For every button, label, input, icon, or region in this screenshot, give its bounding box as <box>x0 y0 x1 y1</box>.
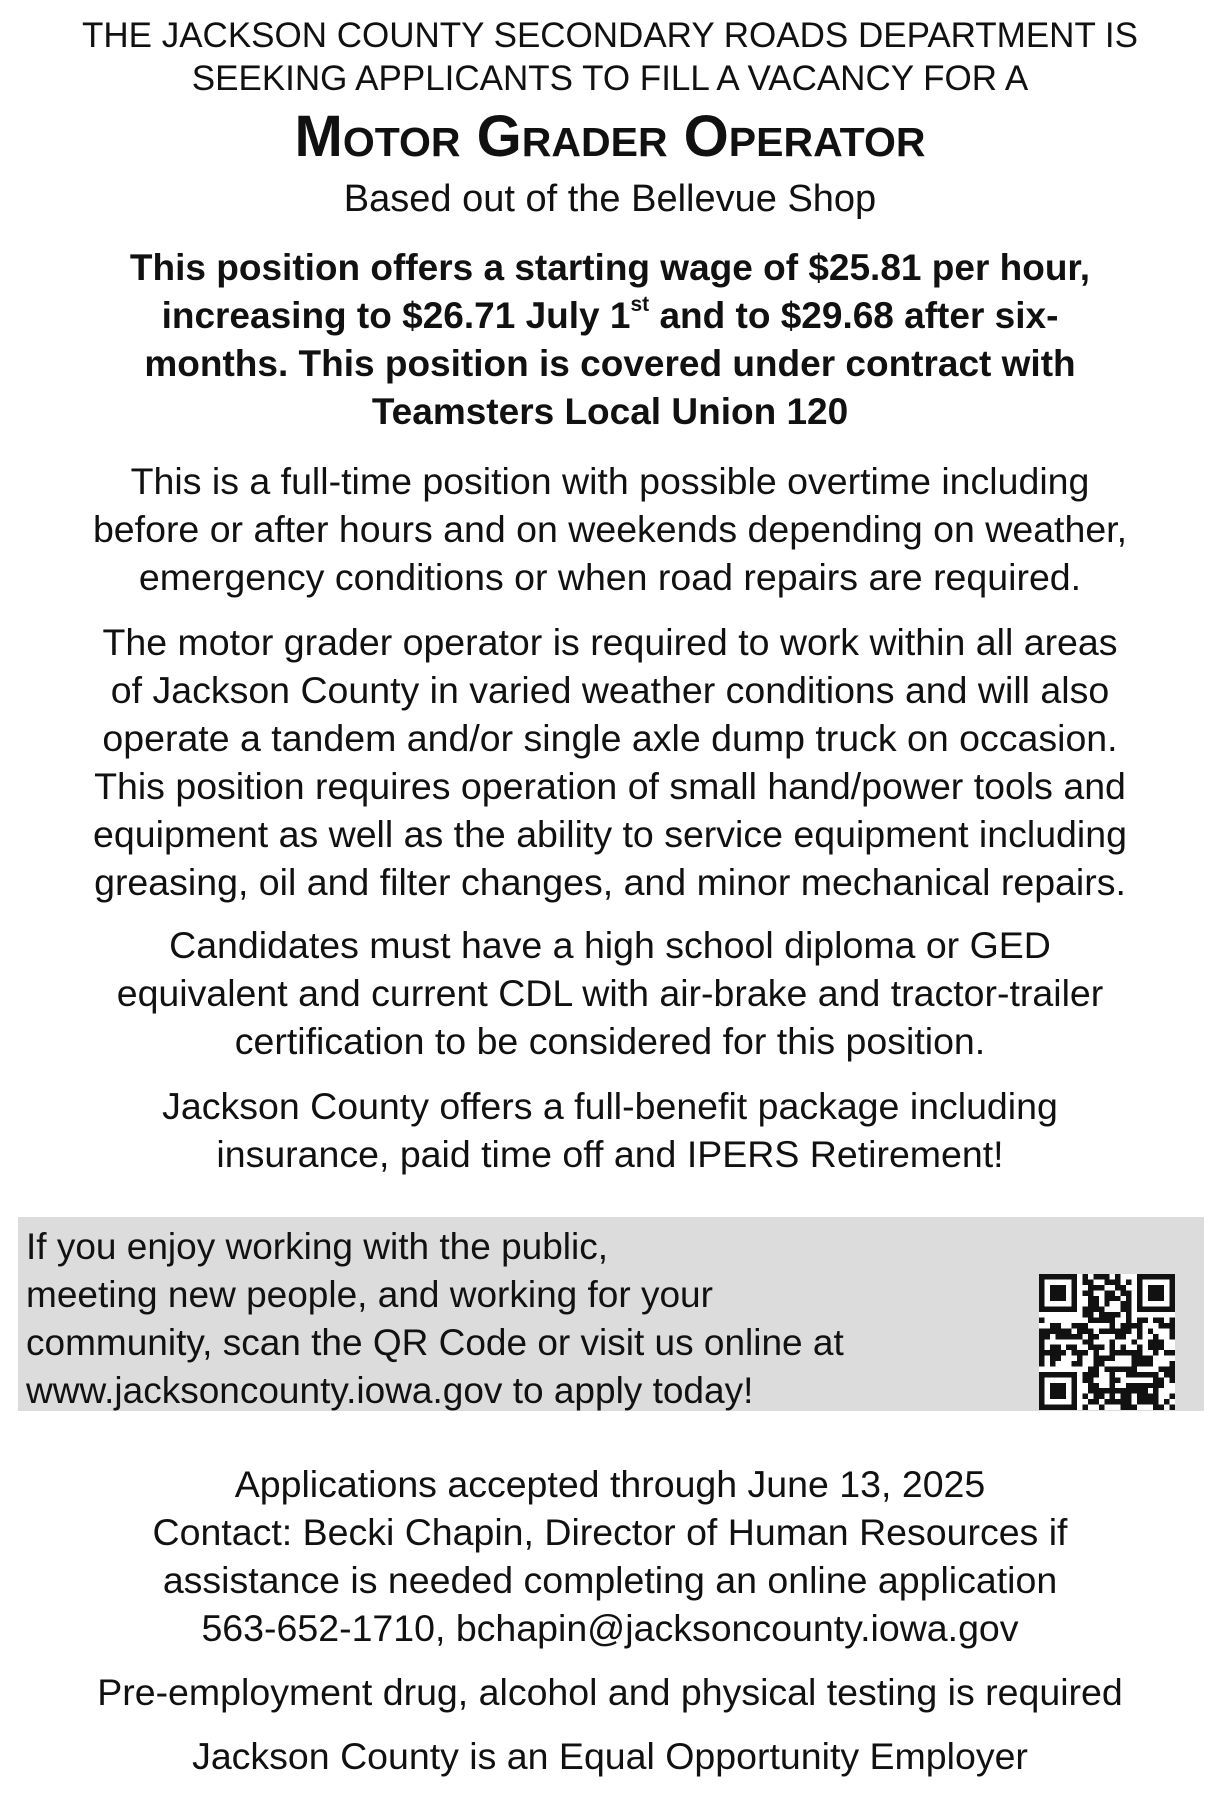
header-line-2: SEEKING APPLICANTS TO FILL A VACANCY FOR A <box>191 59 1029 98</box>
qr-code-graphic <box>1039 1274 1175 1410</box>
requirements-paragraph <box>24 921 1196 1065</box>
apply-callout-text <box>26 1223 986 1415</box>
wage-line-3: months. This position is covered under contract with <box>144 343 1076 384</box>
duties-line: operate a tandem and/or single axle dump truck on occasion. <box>102 717 1118 759</box>
contact-info <box>20 1460 1200 1652</box>
duties-line: of Jackson County in varied weather conditions and will also <box>110 669 1110 711</box>
benefits-paragraph <box>24 1082 1196 1178</box>
overtime-line: emergency conditions or when road repairs are required. <box>138 556 1082 598</box>
job-title: Motor Grader Operator <box>294 104 926 169</box>
qr-code-icon[interactable] <box>1039 1274 1175 1410</box>
header-line-1: THE JACKSON COUNTY SECONDARY ROADS DEPARTMENT IS <box>81 16 1139 55</box>
contact-line: Contact: Becki Chapin, Director of Human Resources if <box>152 1511 1068 1553</box>
header <box>0 14 1220 100</box>
duties-line: The motor grader operator is required to work within all areas <box>102 621 1118 663</box>
benefits-line: Jackson County offers a full-benefit package including <box>162 1085 1058 1127</box>
duties-line: equipment as well as the ability to service equipment including <box>93 813 1127 855</box>
contact-line: assistance is needed completing an online application <box>162 1559 1058 1601</box>
contact-phone-email: 563-652-1710, bchapin@jacksoncounty.iowa.gov <box>201 1607 1019 1649</box>
benefits-line: insurance, paid time off and IPERS Retirement! <box>216 1133 1004 1175</box>
duties-line: This position requires operation of small hand/power tools and <box>94 765 1126 807</box>
callout-line: community, scan the QR Code or visit us online at <box>26 1322 844 1363</box>
wage-line-2 <box>40 292 1180 340</box>
testing-notice: Pre-employment drug, alcohol and physical testing is required <box>97 1671 1123 1713</box>
apply-callout-box <box>18 1217 1204 1411</box>
duties-line: greasing, oil and filter changes, and minor mechanical repairs. <box>94 861 1126 903</box>
eoe-statement: Jackson County is an Equal Opportunity Employer <box>192 1735 1028 1777</box>
wage-line-1: This position offers a starting wage of $25.81 per hour, <box>129 247 1091 288</box>
overtime-paragraph <box>24 457 1196 601</box>
deadline-line: Applications accepted through June 13, 2025 <box>234 1463 986 1505</box>
wage-line-4: Teamsters Local Union 120 <box>371 391 849 432</box>
overtime-line: before or after hours and on weekends depending on weather, <box>92 508 1128 550</box>
wage-line-2-start: increasing to $26.71 July 1 <box>161 295 631 336</box>
wage-line-2-end: and to $29.68 after six- <box>649 295 1059 336</box>
ordinal-suffix: st <box>630 293 650 316</box>
wage-info <box>40 244 1180 436</box>
callout-line: If you enjoy working with the public, <box>26 1226 609 1267</box>
apply-url-line: www.jacksoncounty.iowa.gov to apply today! <box>26 1370 754 1411</box>
duties-paragraph <box>24 618 1196 906</box>
job-location: Based out of the Bellevue Shop <box>343 178 877 220</box>
requirements-line: equivalent and current CDL with air-brake and tractor-trailer <box>116 972 1104 1014</box>
overtime-line: This is a full-time position with possible overtime including <box>130 460 1090 502</box>
callout-line: meeting new people, and working for your <box>26 1274 713 1315</box>
requirements-line: certification to be considered for this position. <box>234 1020 986 1062</box>
requirements-line: Candidates must have a high school diploma or GED <box>169 924 1051 966</box>
